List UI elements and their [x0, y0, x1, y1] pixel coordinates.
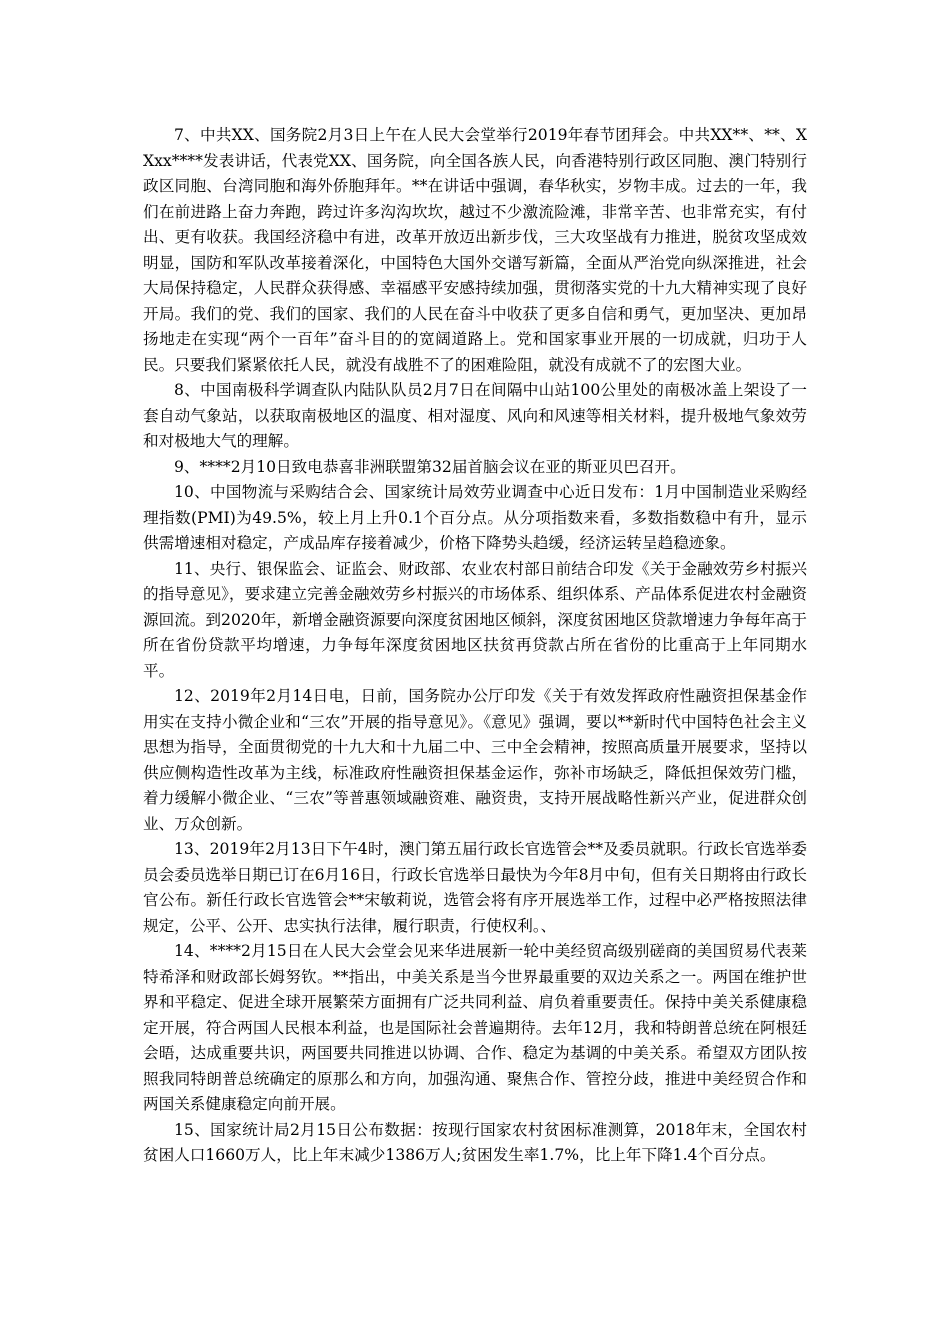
paragraph-14: 14、****2月15日在人民大会堂会见来华进展新一轮中美经贸高级别磋商的美国贸易代表莱特希泽和财政部长姆努钦。**指出，中美关系是当今世界最重要的双边关系之一。两国在维护世界和平稳定、促进全球开展繁荣方面拥有广泛共同利益、肩负着重要责任。保持中美关系健康稳定开展，符合两国人民根本利益，也是国际社会普遍期待。去年12月，我和特朗普总统在阿根廷会晤，达成重要共识，两国要共同推进以协调、合作、稳定为基调的中美关系。希望双方团队按照我同特朗普总统确定的原那么和方向，加强沟通、聚焦合作、管控分歧，推进中美经贸合作和两国关系健康稳定向前开展。	[143, 942, 807, 1113]
paragraph-15: 15、国家统计局2月15日公布数据：按现行国家农村贫困标准测算，2018年末，全国农村贫困人口1660万人，比上年末减少1386万人;贫困发生率1.7%，比上年下降1.4个百分点。	[143, 1120, 807, 1164]
paragraph-9: 9、****2月10日致电恭喜非洲联盟第32届首脑会议在亚的斯亚贝巴召开。	[174, 457, 686, 476]
paragraph-8: 8、中国南极科学调查队内陆队队员2月7日在间隔中山站100公里处的南极冰盖上架设了一套自动气象站，以获取南极地区的温度、相对湿度、风向和风速等相关材料，提升极地气象效劳和对极地大气的理解。	[143, 381, 807, 450]
paragraph-10: 10、中国物流与采购结合会、国家统计局效劳业调查中心近日发布：1月中国制造业采购经理指数(PMI)为49.5%，较上月上升0.1个百分点。从分项指数来看，多数指数稳中有升，显示供需增速相对稳定，产成品库存接着减少，价格下降势头趋缓，经济运转呈趋稳迹象。	[143, 483, 807, 552]
paragraph-13: 13、2019年2月13日下午4时，澳门第五届行政长官选管会**及委员就职。行政长官选举委员会委员选举日期已订在6月16日，行政长官选举日最快为今年8月中旬，但有关日期将由行政长官公布。新任行政长官选管会**宋敏莉说，选管会将有序开展选举工作，过程中必严格按照法律规定，公平、公开、忠实执行法律，履行职责，行使权利。、	[143, 840, 807, 935]
paragraph-12: 12、2019年2月14日电，日前，国务院办公厅印发《关于有效发挥政府性融资担保基金作用实在支持小微企业和“三农”开展的指导意见》。《意见》强调，要以**新时代中国特色社会主义思想为指导，全面贯彻党的十九大和十九届二中、三中全会精神，按照高质量开展要求，坚持以供应侧构造性改革为主线，标准政府性融资担保基金运作，弥补市场缺乏，降低担保效劳门槛，着力缓解小微企业、“三农”等普惠领域融资难、融资贵，支持开展战略性新兴产业，促进群众创业、万众创新。	[143, 687, 807, 833]
paragraph-11: 11、央行、银保监会、证监会、财政部、农业农村部日前结合印发《关于金融效劳乡村振兴的指导意见》，要求建立完善金融效劳乡村振兴的市场体系、组织体系、产品体系促进农村金融资源回流。到2020年，新增金融资源要向深度贫困地区倾斜，深度贫困地区贷款增速力争每年高于所在省份贷款平均增速，力争每年深度贫困地区扶贫再贷款占所在省份的比重高于上年同期水平。	[143, 559, 807, 680]
paragraph-7: 7、中共XX、国务院2月3日上午在人民大会堂举行2019年春节团拜会。中共XX**、**、XXxx****发表讲话，代表党XX、国务院，向全国各族人民，向香港特别行政区同胞、澳门特别行政区同胞、台湾同胞和海外侨胞拜年。**在讲话中强调，春华秋实，岁物丰成。过去的一年，我们在前进路上奋力奔跑，跨过许多沟沟坎坎，越过不少激流险滩，非常辛苦、也非常充实，有付出、更有收获。我国经济稳中有进，改革开放迈出新步伐，三大攻坚战有力推进，脱贫攻坚成效明显，国防和军队改革接着深化，中国特色大国外交谱写新篇，全面从严治党向纵深推进，社会大局保持稳定，人民群众获得感、幸福感平安感持续加强，贯彻落实党的十九大精神实现了良好开局。我们的党、我们的国家、我们的人民在奋斗中收获了更多自信和勇气，更加坚决、更加昂扬地走在实现“两个一百年”奋斗目的的宽阔道路上。党和国家事业开展的一切成就，归功于人民。只要我们紧紧依托人民，就没有战胜不了的困难险阻，就没有成就不了的宏图大业。	[143, 126, 807, 374]
document-page	[143, 123, 807, 1169]
